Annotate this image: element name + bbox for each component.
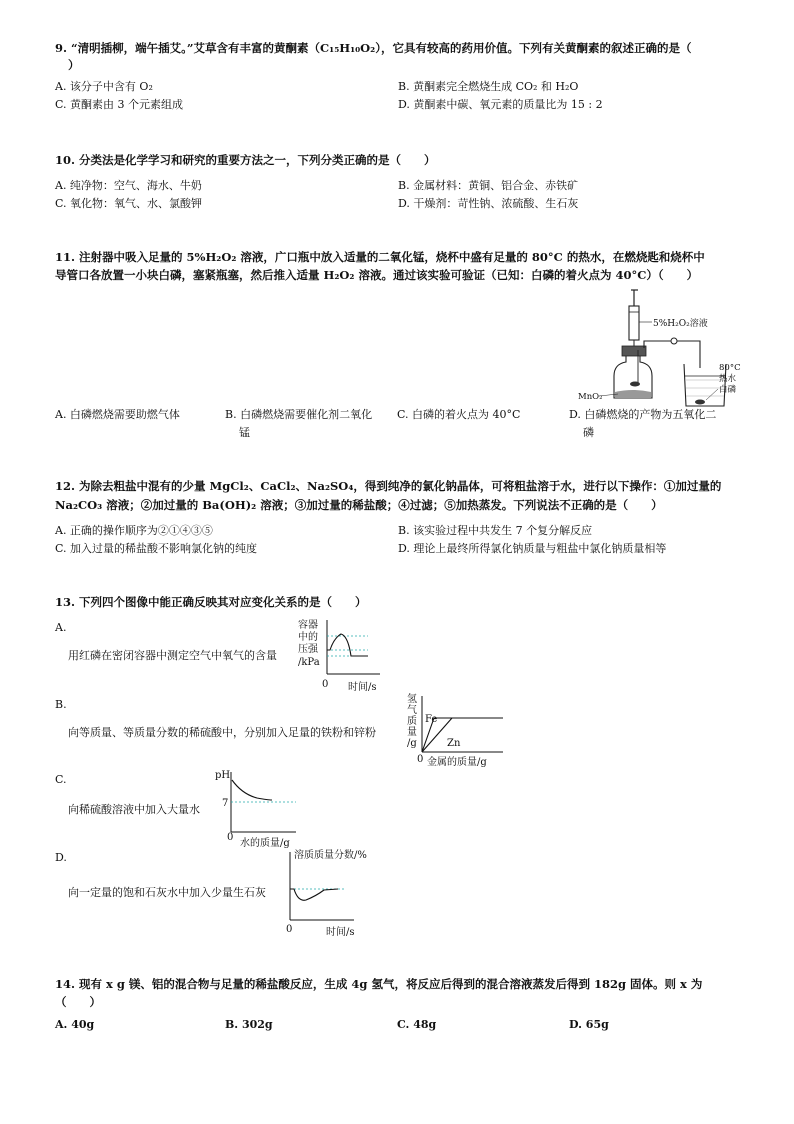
q13-option-c-letter[interactable]: C. [55, 773, 67, 786]
q13b-ylabel-2: 气 [407, 705, 417, 716]
q13b-label-fe: Fe [425, 714, 438, 725]
q13b-xlabel: 金属的质量/g [427, 757, 487, 768]
q13-graph-d [282, 846, 392, 938]
q13-option-b-text[interactable]: 向等质量、等质量分数的稀硫酸中，分别加入足量的铁粉和锌粉 [68, 726, 376, 739]
q10-option-a[interactable]: A. 纯净物：空气、海水、牛奶 [55, 179, 202, 192]
q13a-ylabel-4: /kPa [298, 657, 320, 668]
q14-option-d[interactable]: D. 65g [569, 1018, 609, 1031]
q9-option-a[interactable]: A. 该分子中含有 O₂ [55, 80, 153, 93]
q10-option-c[interactable]: C. 氧化物：氧气、水、氯酸钾 [55, 197, 203, 210]
q13c-seven: 7 [222, 798, 229, 809]
q9-stem-line2: ） [68, 58, 80, 72]
q13-option-d-text[interactable]: 向一定量的饱和石灰水中加入少量生石灰 [68, 886, 266, 899]
q11-label-h2o2: 5%H₂O₂溶液 [653, 319, 708, 329]
q14-stem-line1: 14. 现有 x g 镁、铝的混合物与足量的稀盐酸反应，生成 4g 氢气，将反应后得到的混合溶液蒸发后得到 182g 固体。则 x 为 [55, 977, 703, 991]
q12-option-a[interactable]: A. 正确的操作顺序为②①④③⑤ [55, 524, 213, 537]
q13b-ylabel-1: 氢 [407, 694, 417, 705]
q9-option-b[interactable]: B. 黄酮素完全燃烧生成 CO₂ 和 H₂O [398, 80, 579, 93]
q12-option-b[interactable]: B. 该实验过程中共发生 7 个复分解反应 [398, 524, 593, 537]
q10-stem: 10. 分类法是化学学习和研究的重要方法之一，下列分类正确的是（ ） [55, 153, 436, 167]
q10-option-b[interactable]: B. 金属材料：黄铜、铝合金、赤铁矿 [398, 179, 579, 192]
q13a-ylabel-1: 容器 [298, 620, 318, 631]
q9-option-d[interactable]: D. 黄酮素中碳、氧元素的质量比为 15 : 2 [398, 98, 603, 111]
q13c-origin: 0 [227, 832, 234, 843]
q13a-origin: 0 [322, 679, 329, 690]
q9-formula: C₁₅H₁₀O₂ [320, 41, 376, 55]
q11-option-a[interactable]: A. 白磷燃烧需要助燃气体 [55, 408, 180, 421]
q11-label-water: 热水 [719, 374, 737, 384]
q10-option-d[interactable]: D. 干燥剂：苛性钠、浓硫酸、生石灰 [398, 197, 579, 210]
q13b-label-zn: Zn [447, 738, 461, 749]
q11-label-phosphorus: 白磷 [719, 385, 737, 395]
q13-option-a-letter[interactable]: A. [55, 621, 67, 634]
q13b-ylabel-5: /g [407, 738, 417, 749]
q11-stem-line1: 11. 注射器中吸入足量的 5%H₂O₂ 溶液，广口瓶中放入适量的二氧化锰，烧杯中盛有足量的 80°C 的热水，在燃烧匙和烧杯中 [55, 250, 705, 264]
q9-stem-line1 [55, 40, 691, 56]
q14-option-a[interactable]: A. 40g [55, 1018, 95, 1031]
q13-option-c-text[interactable]: 向稀硫酸溶液中加入大量水 [68, 803, 200, 816]
q12-option-c[interactable]: C. 加入过量的稀盐酸不影响氯化钠的纯度 [55, 542, 258, 555]
q13a-ylabel-2: 中的 [298, 632, 318, 643]
q13b-ylabel-3: 质 [407, 716, 417, 727]
q14-stem-line2: （ ） [55, 995, 101, 1009]
q14-option-c[interactable]: C. 48g [397, 1018, 437, 1031]
q9-option-c[interactable]: C. 黄酮素由 3 个元素组成 [55, 98, 184, 111]
q13b-origin: 0 [417, 754, 424, 765]
q13a-ylabel-3: 压强 [298, 644, 318, 655]
q9-stem-part1: 9. “清明插柳，端午插艾。”艾草含有丰富的黄酮素（ [55, 41, 320, 55]
q13d-ylabel: 溶质质量分数/% [294, 850, 367, 861]
q11-label-mno2: MnO₂ [578, 392, 603, 402]
q13-graph-a [296, 616, 386, 696]
q11-option-b-line2[interactable]: 锰 [239, 426, 250, 439]
q13-graph-b [406, 692, 506, 772]
q11-option-d-line1[interactable]: D. 白磷燃烧的产物为五氧化二 [569, 408, 717, 421]
q13a-xlabel: 时间/s [348, 682, 377, 693]
q11-label-temp: 80°C [719, 363, 741, 373]
q13d-xlabel: 时间/s [326, 927, 355, 938]
q13-option-d-letter[interactable]: D. [55, 851, 67, 864]
q13-graph-c [212, 766, 302, 848]
q11-option-b-line1[interactable]: B. 白磷燃烧需要催化剂二氧化 [225, 408, 373, 421]
q13c-xlabel: 水的质量/g [240, 838, 290, 849]
q13d-origin: 0 [286, 924, 293, 935]
q14-option-b[interactable]: B. 302g [225, 1018, 273, 1031]
q13-stem: 13. 下列四个图像中能正确反映其对应变化关系的是（ ） [55, 595, 367, 609]
q12-stem-line2: Na₂CO₃ 溶液；②加过量的 Ba(OH)₂ 溶液；③加过量的稀盐酸；④过滤；⑤加热蒸发。下列说法不正确的是（ ） [55, 498, 663, 512]
q13-option-a-text[interactable]: 用红磷在密闭容器中测定空气中氧气的含量 [68, 649, 277, 662]
q12-option-d[interactable]: D. 理论上最终所得氯化钠质量与粗盐中氯化钠质量相等 [398, 542, 667, 555]
q11-stem-line2: 导管口各放置一小块白磷，塞紧瓶塞，然后推入适量 H₂O₂ 溶液。通过该实验可验证（已知：白磷的着火点为 40°C）（ ） [55, 268, 699, 282]
q9-stem-part2: ），它具有较高的药用价值。下列有关黄酮素的叙述正确的是（ [375, 41, 692, 55]
q11-option-c[interactable]: C. 白磷的着火点为 40°C [397, 408, 521, 421]
q11-apparatus-figure [578, 288, 741, 408]
q13-option-b-letter[interactable]: B. [55, 698, 67, 711]
q11-option-d-line2[interactable]: 磷 [583, 426, 594, 439]
q13c-ylabel: pH [215, 770, 231, 781]
q12-stem-line1: 12. 为除去粗盐中混有的少量 MgCl₂、CaCl₂、Na₂SO₄，得到纯净的氯化钠晶体，可将粗盐溶于水，进行以下操作：①加过量的 [55, 479, 722, 493]
q13b-ylabel-4: 量 [407, 727, 417, 738]
